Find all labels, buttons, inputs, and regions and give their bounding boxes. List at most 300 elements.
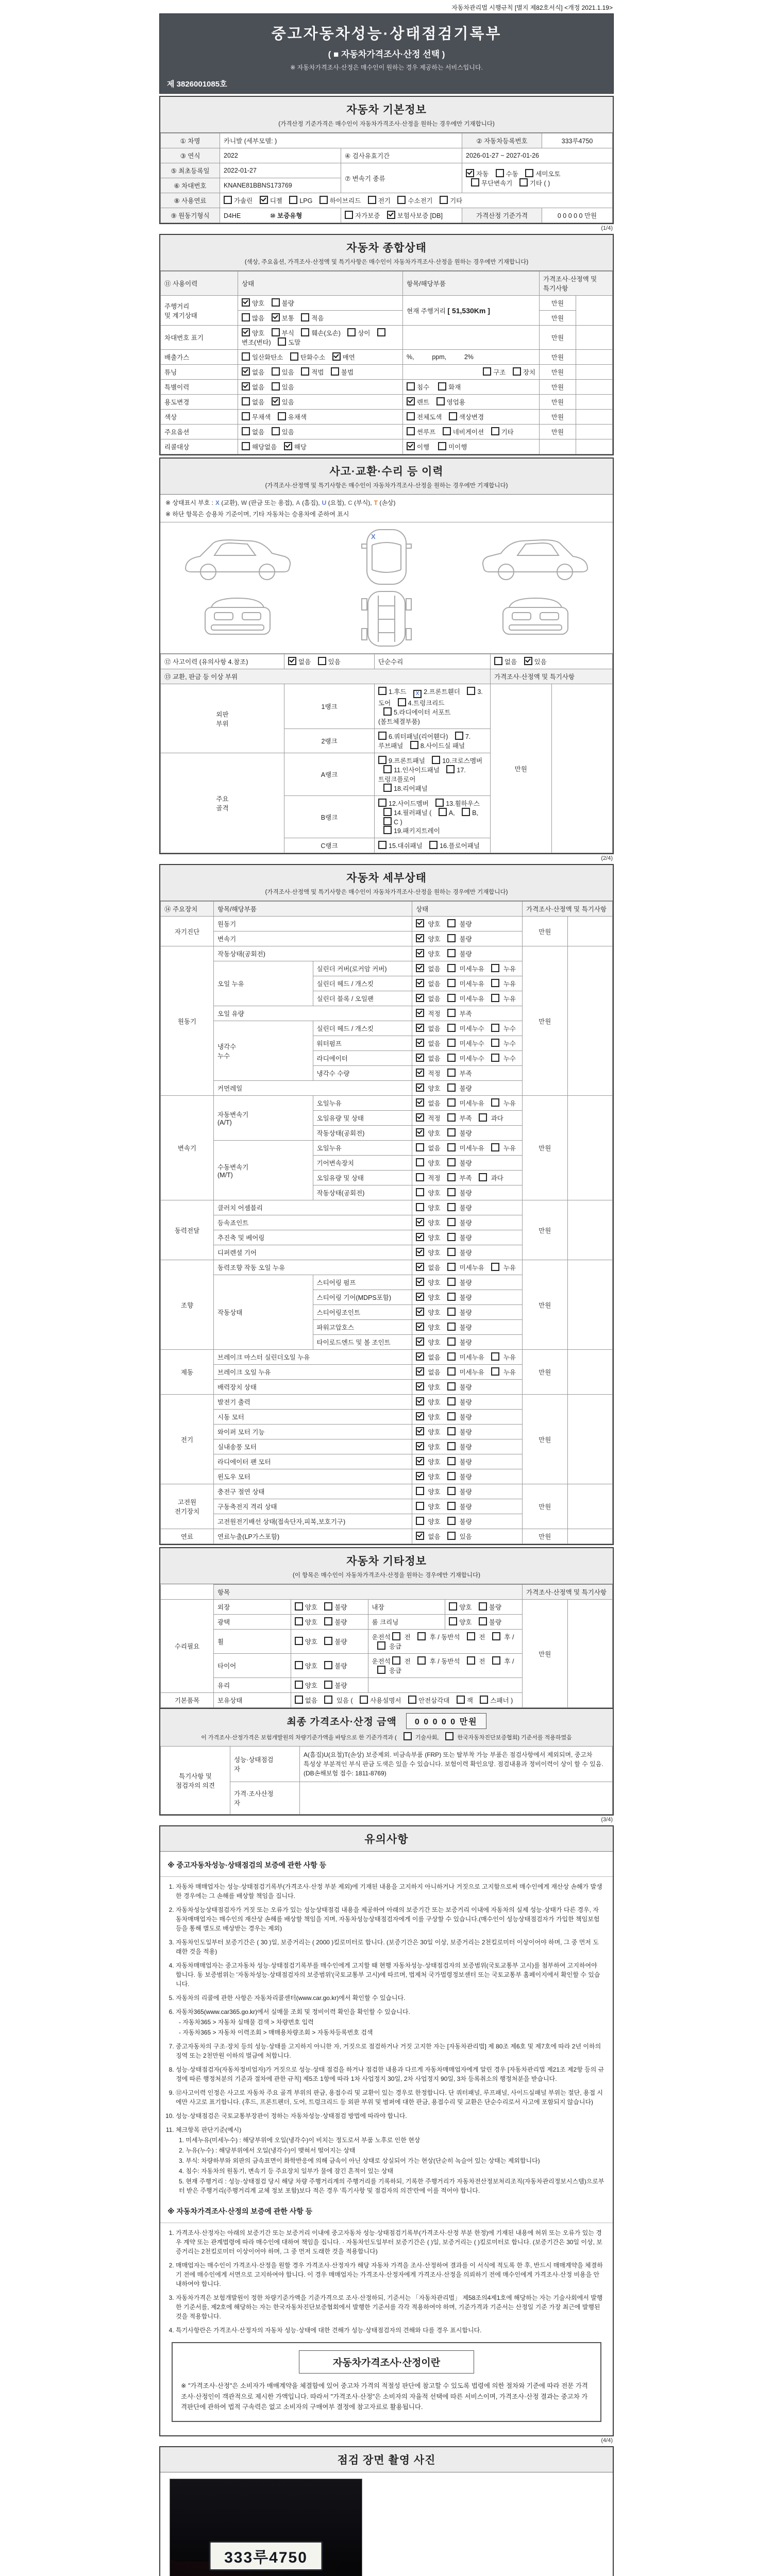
price-cell: 만원 (540, 311, 576, 326)
notice-subitem: 1. 미세누유(미세누수) : 해당부위에 오일(냉각수)이 비치는 정도로서 부품 노후로 인한 현상 (179, 2137, 421, 2144)
usage-item-label: 특별이력 (161, 380, 238, 395)
checkbox-unchecked-icon (491, 1054, 499, 1062)
table-row (161, 163, 613, 178)
simple-repair-options: 없음 있음 (491, 654, 613, 669)
group-price-cell: 만원 (523, 1260, 568, 1350)
usage-history-row (161, 326, 613, 350)
misc-info-table (160, 1584, 613, 1708)
price-cell: 만원 (540, 365, 576, 380)
detail-state-title: 자동차 세부상태 (346, 872, 427, 884)
notice-item: 7. 중고자동차의 구조·장치 등의 성능·상태를 고지하지 아니한 자, 거짓으로 점검하거나 거짓 고지한 자는 [자동차관리법] 제 80조 제6호 및 제7호에 따라 2년 이하의 징역 또는 2천만원 이하의 벌금에 처합니다. (176, 2042, 604, 2060)
checkbox-unchecked-icon (447, 1158, 456, 1166)
col-item-parts: 항목/해당부품 (214, 902, 412, 917)
car-damage-diagrams (160, 522, 613, 654)
repair-item-label: 휠 (214, 1630, 291, 1654)
checkbox-unchecked-icon (447, 1397, 456, 1405)
checkbox-unchecked-icon (449, 1617, 457, 1625)
year-value: 2022 (220, 148, 341, 163)
price-cell: 만원 (540, 410, 576, 425)
device-group-label: 자기진단 (161, 917, 214, 946)
subitem-label: 오일누유 (313, 1141, 412, 1156)
checkbox-unchecked-icon (447, 1113, 456, 1122)
inspect-period-label: ④ 검사유효기간 (341, 148, 462, 163)
parts-cell: 렌트 영업용 (403, 395, 540, 410)
state-options: 양호 불량 (412, 1156, 523, 1171)
reg-no-label: ② 자동차등록번호 (462, 133, 542, 148)
checkbox-unchecked-icon (295, 1602, 303, 1611)
x-marked-checkbox-icon: X (413, 690, 422, 698)
basic-info-header (160, 97, 613, 133)
repair-item-options-2: 양호 불량 (445, 1615, 523, 1630)
item-label: 충전구 절연 상태 (214, 1484, 412, 1499)
checkbox-checked-icon (416, 1308, 424, 1316)
checkbox-unchecked-icon (447, 994, 456, 1002)
state-options: 없음 있음 적법 불법 (238, 365, 403, 380)
checkbox-unchecked-icon (324, 1617, 332, 1625)
checkbox-unchecked-icon (513, 367, 521, 376)
exchange-price-col: 가격조사·산정액 및 특기사항 (491, 669, 613, 684)
checkbox-checked-icon (416, 1532, 424, 1540)
checkbox-unchecked-icon (378, 841, 386, 849)
notice-item: 2. 자동차성능상태점검자가 거짓 또는 오류가 있는 성능상태점검 내용을 제공하여 아래의 보증기간 또는 보증거리 이내에 자동차의 실제 성능·상태가 다른 경우, 자동차매매업자는 매수인의 재산상 손해를 배상할 책임을 지며, 자동차성능상태점검자에게 이를 구상할 수 있습니다.(매수인이 성능상태점검자가 가입한 책임보험 등을 통해 별도로 배상받는 경우는 제외) (176, 1905, 604, 1933)
checkbox-unchecked-icon (447, 1039, 456, 1047)
price-appraisal-definition-box (172, 2342, 601, 2422)
usage-history-row (161, 365, 613, 380)
car-diagram-rear-view (462, 588, 610, 649)
state-options: 양호 불량 (412, 1395, 523, 1410)
page-marker-1: (1/4) (601, 225, 613, 231)
checkbox-unchecked-icon (447, 1412, 456, 1420)
checkbox-unchecked-icon (447, 1517, 456, 1525)
state-options: 양호 불량 (412, 1454, 523, 1469)
subitem-label: 타이로드엔드 및 볼 조인트 (313, 1335, 412, 1350)
panel-group-label: 외판 부위 (161, 684, 284, 753)
rank-label: C랭크 (284, 838, 375, 853)
item-label: 동력조향 작동 오일 누유 (214, 1260, 412, 1275)
photos-header (160, 2447, 613, 2472)
col-state: 상태 (412, 902, 523, 917)
state-options: 양호 불량 (412, 1380, 523, 1395)
notice-item: 9. ⑫사고이력 인정은 사고로 자동차 주요 골격 부위의 판금, 용접수리 및 교환이 있는 경우로 한정합니다. 단 쿼터패널, 루프패널, 사이드실패널 부위는 절단, 용접 시에만 사고로 표기합니다. (후드, 프론트펜더, 도어, 트렁크리드 등 외판 부위 및 범퍼에 대한 판금, 용접수리 및 교환은 단순수리로서 사고에 포함되지 않습니다) (176, 2088, 604, 2107)
checkbox-unchecked-icon (242, 352, 250, 361)
misc-price-cell: 만원 (523, 1600, 568, 1708)
state-options: 양호 불량 (412, 1245, 523, 1260)
rank-label: 2랭크 (284, 729, 375, 753)
repair-item-label-2: 룸 크리닝 (368, 1615, 445, 1630)
item-label: 와이퍼 모터 기능 (214, 1425, 412, 1439)
checkbox-unchecked-icon (378, 756, 386, 764)
vin-value: KNANE81BBNS173769 (220, 178, 341, 193)
price-cell: 만원 (540, 326, 576, 350)
checkbox-checked-icon (416, 1442, 424, 1450)
item-label: 원동기 (214, 917, 412, 931)
checkbox-unchecked-icon (447, 1083, 456, 1092)
checkbox-unchecked-icon (272, 382, 280, 391)
usage-item-label: 튜닝 (161, 365, 238, 380)
item-label: 라디에이터 팬 모터 (214, 1454, 412, 1469)
state-options: 양호 불량 (412, 1275, 523, 1290)
usage-item-label: 색상 (161, 410, 238, 425)
checkbox-unchecked-icon (449, 412, 457, 420)
checkbox-unchecked-icon (479, 1173, 487, 1181)
checkbox-unchecked-icon (438, 382, 446, 391)
state-options: 양호 불량 (412, 1081, 523, 1096)
rank-items: 15.대쉬패널 16.플로어패널 (375, 838, 491, 853)
price-cell: 만원 (540, 296, 576, 311)
checkbox-unchecked-icon (429, 841, 438, 849)
item-label: 냉각수 누수 (214, 1021, 313, 1081)
state-options: 일산화탄소 탄화수소 매연 (238, 350, 403, 365)
checkbox-unchecked-icon (404, 1732, 412, 1740)
basic-info-title: 자동차 기본정보 (346, 104, 427, 116)
price-cell: 만원 (540, 350, 576, 365)
parts-cell: 썬루프 네비게이션 기타 (403, 425, 540, 439)
group-remark-cell (567, 1200, 613, 1260)
notice-item: 8. 성능·상태점검자(자동차정비업자)가 거짓으로 성능·상태 점검을 하거나 점검한 내용과 다르게 자동차매매업자에게 알린 경우 [자동차관리법 제21조 제2항 등의 규정에 따른 행정처분의 기준과 절차에 관한 규칙] 제5조 1항에 따라 1차 사업정지 30일, 2차 사업정지 90일, 3차 등록취소의 행정처분을 받습니다. (176, 2065, 604, 2083)
opinion-author-label: 성능·상태점검 자 (230, 1747, 300, 1782)
checkbox-checked-icon (416, 1323, 424, 1331)
item-label: 실내송풍 모터 (214, 1439, 412, 1454)
checkbox-checked-icon (416, 1352, 424, 1361)
checkbox-unchecked-icon (324, 1696, 332, 1704)
checkbox-unchecked-icon (447, 1308, 456, 1316)
state-code-a: A (296, 499, 300, 506)
checkbox-checked-icon (416, 934, 424, 942)
checkbox-unchecked-icon (447, 979, 456, 987)
checkbox-unchecked-icon (447, 1472, 456, 1480)
subitem-label: 스티어링 펌프 (313, 1275, 412, 1290)
parts-cell (403, 326, 540, 350)
checkbox-unchecked-icon (449, 1602, 457, 1611)
checkbox-unchecked-icon (447, 1173, 456, 1181)
parts-cell: %, ppm, 2% (403, 350, 540, 365)
checkbox-unchecked-icon (272, 367, 280, 376)
repair-item-options: 양호 불량 (291, 1678, 368, 1693)
table-header-row (161, 902, 613, 917)
checkbox-unchecked-icon (438, 442, 446, 450)
checkbox-checked-icon (242, 367, 250, 376)
state-options: 양호 불량 (412, 1126, 523, 1141)
accident-history-label: ⑫ 사고이력 (유의사항 4.참조) (161, 654, 284, 669)
state-options: 무채색 유채색 (238, 410, 403, 425)
final-price-note: 이 가격조사·산정가격은 보험개발원의 차량기준가액을 바탕으로 한 기준가격과 ( 기술사회, 한국자동차진단보증협회) 기준서를 적용하였음 (165, 1732, 608, 1741)
item-label: 오일 유량 (214, 1006, 412, 1021)
checkbox-unchecked-icon (331, 367, 339, 376)
device-group-label: 조향 (161, 1260, 214, 1350)
remark-cell (576, 395, 613, 410)
state-options: 양호 불량 (412, 1320, 523, 1335)
item-label: 디퍼렌셜 기어 (214, 1245, 412, 1260)
parts-cell: 이행 미이행 (403, 439, 540, 454)
checkbox-unchecked-icon (447, 1427, 456, 1435)
accident-history-options: 없음 있음 (284, 654, 375, 669)
repair-item-label: 유리 (214, 1678, 291, 1693)
state-code-x: X (215, 499, 220, 506)
final-price-value: 0 0 0 0 0 만원 (406, 1713, 486, 1729)
state-options: 양호 불량 (412, 1215, 523, 1230)
item-label: 구동축전지 격리 상태 (214, 1499, 412, 1514)
final-price-label: 최종 가격조사·산정 금액 (287, 1717, 397, 1727)
price-cell (540, 439, 576, 454)
checkbox-checked-icon (416, 1039, 424, 1047)
checkbox-unchecked-icon (446, 765, 455, 773)
state-code-c: C (348, 499, 352, 506)
usage-history-row (161, 296, 613, 311)
repair-item-label-2: 내장 (368, 1600, 445, 1615)
document-subtitle-note: ※ 자동차가격조사·산정은 매수인이 원하는 경우 제공하는 서비스입니다. (290, 64, 483, 71)
checkbox-unchecked-icon (383, 707, 392, 716)
device-group-label: 제동 (161, 1350, 214, 1395)
subitem-label: 실린더 블록 / 오일팬 (313, 991, 412, 1006)
overall-state-title: 자동차 종합상태 (346, 242, 427, 254)
checkbox-checked-icon (242, 328, 250, 336)
item-label: 작동상태 (214, 1275, 313, 1350)
checkbox-unchecked-icon (455, 732, 463, 740)
notice-title: 유의사항 (364, 1834, 409, 1845)
state-code-desc: (판금 또는 용접), (248, 499, 294, 506)
table-row (161, 133, 613, 148)
definition-box-title: 자동차가격조사·산정이란 (299, 2350, 474, 2374)
item-label: 커먼레일 (214, 1081, 412, 1096)
device-group-label: 변속기 (161, 1096, 214, 1200)
state-options: 양호 불량 (412, 917, 523, 931)
checkbox-unchecked-icon (491, 994, 499, 1002)
detail-state-row (161, 1096, 613, 1111)
state-options: 양호 불량 (412, 1425, 523, 1439)
subitem-label: 파워고압호스 (313, 1320, 412, 1335)
checkbox-unchecked-icon (289, 196, 297, 204)
notice-item: 10. 성능·상태점검은 국토교통부장관이 정하는 자동차성능·상태점검 방법에 따라야 합니다. (176, 2111, 604, 2121)
device-group-label: 연료 (161, 1529, 214, 1544)
checkbox-unchecked-icon (479, 1113, 487, 1122)
document-masthead (159, 13, 614, 94)
repair-group-label: 수리필요 (161, 1600, 214, 1693)
checkbox-unchecked-icon (407, 427, 415, 435)
item-label: 브레이크 오일 누유 (214, 1365, 412, 1380)
notice-subhead-2: ※ 자동차가격조사·산정의 보증에 관한 사항 등 (160, 2200, 613, 2223)
car-name-label: ① 차명 (161, 133, 220, 148)
checkbox-checked-icon (416, 979, 424, 987)
checkbox-unchecked-icon (447, 1457, 456, 1465)
state-options: 양호 불량 (412, 1305, 523, 1320)
rank-items: 1.후드 X 2.프론트휀더 3.도어 4.트렁크리드 5.라디에이터 서포트(볼트체결부품) (375, 684, 491, 729)
state-options: 없음 미세누유 누유 (412, 1365, 523, 1380)
checkbox-checked-icon (416, 1367, 424, 1376)
price-cell: 만원 (540, 395, 576, 410)
checkbox-checked-icon (288, 657, 296, 665)
checkbox-unchecked-icon (447, 1502, 456, 1510)
usage-history-row (161, 439, 613, 454)
state-options: 많음 보통 적음 (238, 311, 403, 326)
accident-history-section (159, 457, 614, 854)
notice-header (160, 1826, 613, 1852)
checkbox-unchecked-icon (242, 412, 250, 420)
col-misc-price: 가격조사·산정액 및 특기사항 (523, 1585, 613, 1600)
checkbox-unchecked-icon (479, 1617, 487, 1625)
usage-item-label: 용도변경 (161, 395, 238, 410)
col-state: 상태 (238, 272, 403, 296)
usage-history-row (161, 380, 613, 395)
group-remark-cell (567, 1484, 613, 1529)
detail-state-row (161, 946, 613, 961)
checkbox-unchecked-icon (447, 1098, 456, 1107)
checkbox-unchecked-icon (483, 367, 491, 376)
state-options: 적정 부족 과다 (412, 1171, 523, 1185)
checkbox-unchecked-icon (272, 298, 280, 307)
state-options: 양호 불량 (412, 1200, 523, 1215)
inspect-period-value: 2026-01-27 ~ 2027-01-26 (462, 148, 613, 163)
subitem-label: 스티어링 기어(MDPS포함) (313, 1290, 412, 1305)
device-group-label: 전기 (161, 1395, 214, 1484)
item-label: 연료누출(LP가스포함) (214, 1529, 412, 1544)
col-price: 가격조사·산정액 및 특기사항 (540, 272, 613, 296)
checkbox-unchecked-icon (443, 427, 451, 435)
checkbox-unchecked-icon (416, 1173, 424, 1181)
usage-item-label: 배출가스 (161, 350, 238, 365)
table-row (161, 193, 613, 208)
notice-list-2 (167, 2228, 608, 2335)
group-remark-cell (567, 1260, 613, 1350)
basic-info-section (159, 96, 614, 224)
item-label: 브레이크 마스터 실린더오일 누유 (214, 1350, 412, 1365)
checkbox-unchecked-icon (492, 1656, 500, 1665)
item-label: 작동상태(공회전) (214, 946, 412, 961)
checkbox-unchecked-icon (447, 1188, 456, 1196)
checkbox-unchecked-icon (392, 1656, 400, 1665)
checkbox-unchecked-icon (447, 964, 456, 972)
repair-item-options: 양호 불량 (291, 1654, 368, 1678)
checkbox-unchecked-icon (447, 1487, 456, 1495)
detail-state-row (161, 1484, 613, 1499)
basic-items-group-label: 기본품목 (161, 1693, 214, 1708)
checkbox-unchecked-icon (496, 169, 504, 177)
detail-state-row (161, 1350, 613, 1365)
notice-subitem: - 자동차365 > 자동차 이력조회 > 매매용차량조회 > 자동차등록번호 검색 (179, 2029, 373, 2036)
car-diagram-left-side-view (163, 527, 311, 587)
checkbox-unchecked-icon (320, 196, 328, 204)
state-options: 양호 불량 (412, 1484, 523, 1499)
checkbox-unchecked-icon (242, 313, 250, 321)
checkbox-unchecked-icon (278, 412, 286, 420)
item-label: 고전원전기배선 상태(접속단자,피복,보호기구) (214, 1514, 412, 1529)
checkbox-unchecked-icon (447, 1233, 456, 1241)
col-price: 가격조사·산정액 및 특기사항 (523, 902, 613, 917)
subitem-label: 실린더 커버(로커암 커버) (313, 961, 412, 976)
notice-item: 2. 매매업자는 매수인이 가격조사·산정을 원할 경우 가격조사·산정자가 해당 자동차 가격을 조사·산정하여 결과를 이 서식에 적도록 한 후, 반드시 매매계약을 체결하기 전에 매수인에게 서면으로 고지하여야 합니다. 이 경우 매매업자는 가격조사·산정자에게 가격조사·산정을 의뢰하기 전에 매수인에게 가격조사·산정 비용을 안내하여야 합니다. (176, 2261, 604, 2289)
checkbox-unchecked-icon (435, 799, 444, 807)
checkbox-unchecked-icon (491, 1098, 499, 1107)
item-label: 오일 누유 (214, 961, 313, 1006)
checkbox-unchecked-icon (378, 732, 386, 740)
checkbox-unchecked-icon (447, 1128, 456, 1137)
notice-body (160, 1852, 613, 2435)
engine-type-value: D4HE ⑩ 보증유형 (220, 208, 341, 223)
notice-item: 4. 특기사항란은 가격조사·산정자의 자동차 성능·상태에 대한 견해가 성능·상태점검자의 견해와 다를 경우 표시합니다. (176, 2326, 604, 2335)
checkbox-checked-icon (407, 442, 415, 450)
checkbox-checked-icon (416, 919, 424, 927)
notice-item: 3. 자동차가격은 보험개발원이 정한 차량기준가액을 기준가격으로 조사·산정하되, 기준서는 「자동차관리법」 제58조의4제1호에 해당하는 자는 기술사회에서 발행한 기준서를, 제2호에 해당하는 자는 한국자동차진단보증협회에서 발행한 기준서를 각각 적용하여야 하며, 기준가격과 기준서는 산정일 기준 가장 최근에 발행된 것을 적용합니다. (176, 2293, 604, 2321)
checkbox-checked-icon (416, 1218, 424, 1226)
state-options: 양호 불량 (412, 1410, 523, 1425)
state-options: 없음 미세누수 누수 (412, 1036, 523, 1051)
checkbox-unchecked-icon (318, 657, 326, 665)
exchange-label: ⑬ 교환, 판금 등 이상 부위 (161, 669, 491, 684)
checkbox-unchecked-icon (410, 741, 418, 749)
car-diagram-underbody-view (312, 588, 460, 649)
checkbox-unchecked-icon (397, 196, 406, 204)
checkbox-unchecked-icon (290, 352, 298, 361)
state-options: 없음 있음 (238, 425, 403, 439)
checkbox-unchecked-icon (417, 1656, 426, 1665)
checkbox-checked-icon (407, 397, 415, 405)
checkbox-unchecked-icon (447, 1054, 456, 1062)
checkbox-unchecked-icon (447, 1143, 456, 1151)
state-code-desc: (교환), (221, 499, 239, 506)
basic-items-options: 없음 있음 ( 사용설명서 안전삼각대 잭 스패너 ) (291, 1693, 522, 1708)
checkbox-unchecked-icon (295, 1617, 303, 1625)
checkbox-unchecked-icon (416, 1487, 424, 1495)
state-options: 양호 부식 훼손(오손) 상이 변조(변타) 도말 (238, 326, 403, 350)
checkbox-checked-icon (416, 1293, 424, 1301)
panel-rank-row (161, 684, 613, 729)
repair-item-detail: 운전석 전 후 / 동반석 전 후 / 응급 (368, 1654, 523, 1678)
page-marker-2: (2/4) (601, 855, 613, 861)
state-code-desc: (요철), (328, 499, 346, 506)
checkbox-unchecked-icon (447, 1069, 456, 1077)
group-remark-cell (567, 1395, 613, 1484)
photos-signature-section (159, 2446, 614, 2576)
warranty-options: 자가보증 보험사보증 [DB] (341, 208, 462, 223)
photos-body (160, 2472, 613, 2576)
state-code-desc: (부식), (354, 499, 372, 506)
detail-state-row (161, 1260, 613, 1275)
checkbox-unchecked-icon (224, 196, 232, 204)
legend-note: ※ 하단 항목은 승용차 기준이며, 기타 자동차는 승용차에 준하여 표시 (165, 511, 349, 518)
checkbox-checked-icon (416, 1472, 424, 1480)
usage-item-label: 차대번호 표기 (161, 326, 238, 350)
checkbox-unchecked-icon (301, 367, 309, 376)
checkbox-unchecked-icon (383, 826, 392, 834)
overall-state-section (159, 234, 614, 455)
group-price-cell: 만원 (523, 1200, 568, 1260)
state-options: 없음 미세누유 누유 (412, 976, 523, 991)
repair-item-label: 타이어 (214, 1654, 291, 1678)
checkbox-unchecked-icon (295, 1696, 303, 1704)
item-label: 등속죠인트 (214, 1215, 412, 1230)
checkbox-checked-icon (416, 1248, 424, 1256)
repair-item-options: 양호 불량 (291, 1615, 368, 1630)
checkbox-unchecked-icon (295, 1637, 303, 1645)
remark-cell (576, 296, 613, 326)
inspector-opinion-table (160, 1746, 613, 1815)
subitem-label: 오일유량 및 상태 (313, 1111, 412, 1126)
table-header-row (161, 272, 613, 296)
subitem-label: 기어변속장치 (313, 1156, 412, 1171)
repair-item-options-2: 양호 불량 (445, 1600, 523, 1615)
state-options: 양호 불량 (412, 1185, 523, 1200)
checkbox-unchecked-icon (417, 1632, 426, 1640)
checkbox-unchecked-icon (447, 1532, 456, 1540)
checkbox-unchecked-icon (295, 1681, 303, 1689)
device-group-label: 고전원 전기장치 (161, 1484, 214, 1529)
checkbox-checked-icon (416, 1457, 424, 1465)
detail-state-note: (가격조사·산정액 및 특기사항은 매수인이 자동차가격조사·산정을 원하는 경우에만 기재합니다) (265, 889, 508, 895)
checkbox-unchecked-icon (242, 397, 250, 405)
checkbox-unchecked-icon (301, 313, 309, 321)
accident-title: 사고·교환·수리 등 이력 (329, 466, 444, 478)
checkbox-unchecked-icon (491, 1039, 499, 1047)
checkbox-unchecked-icon (457, 1696, 465, 1704)
